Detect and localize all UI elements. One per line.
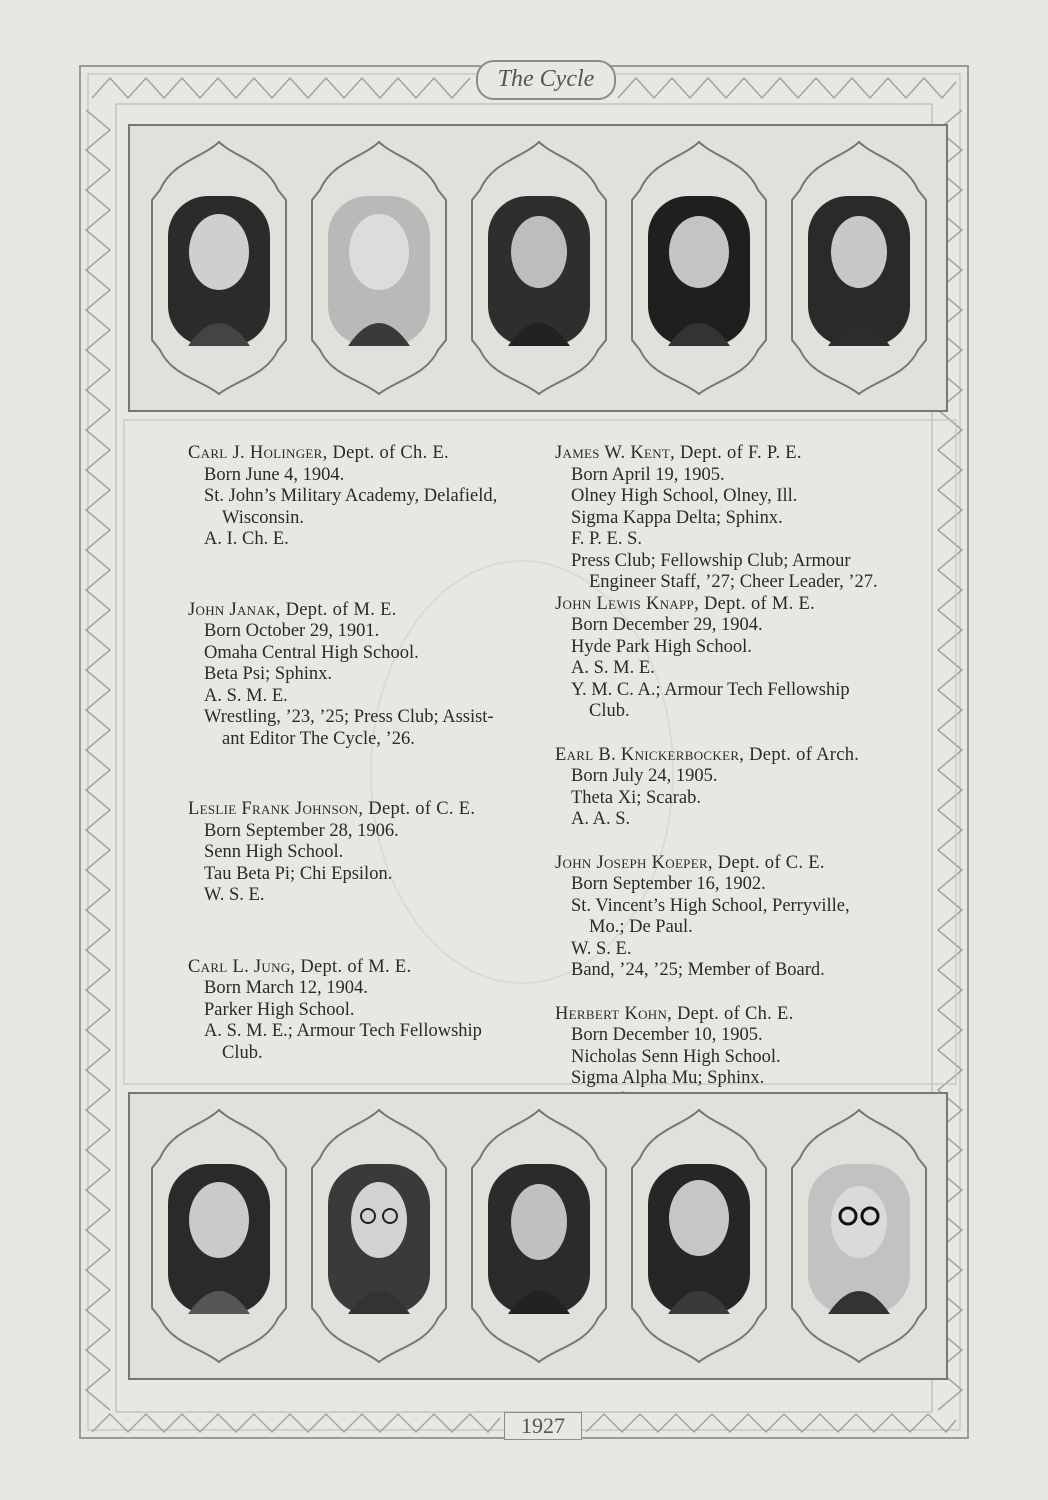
bio-name-line <box>555 443 907 465</box>
bio-name-line <box>555 594 907 616</box>
bio-name-line <box>555 745 907 767</box>
bio-name-line <box>188 957 538 979</box>
bio-entry <box>188 957 538 1065</box>
bio-line: Born September 16, 1902. <box>571 874 766 894</box>
portrait-photo <box>466 1108 612 1364</box>
bio-line: A. S. M. E. <box>204 685 288 706</box>
bio-line: Press Club; Fellowship Club; Armour <box>571 550 851 571</box>
bio-entry <box>555 443 907 594</box>
bio-line-continuation: Engineer Staff, ’27; Cheer Leader, ’27. <box>589 572 878 592</box>
bio-line: Tau Beta Pi; Chi Epsilon. <box>204 863 393 884</box>
bio-line: A. S. M. E.; Armour Tech Fellowship <box>204 1021 482 1041</box>
portrait-photo <box>146 1108 292 1364</box>
bio-line: Wrestling, ’23, ’25; Press Club; Assist- <box>204 707 494 727</box>
portrait-photo <box>786 1108 932 1364</box>
bio-name-line <box>555 1004 907 1026</box>
bio-name: Carl J. Holinger, <box>188 443 328 463</box>
portrait-photo <box>466 140 612 396</box>
bio-name-line <box>188 443 538 465</box>
bio-name-line <box>188 799 538 821</box>
bio-line-continuation: Wisconsin. <box>222 507 304 528</box>
bio-name: John Lewis Knapp, <box>555 593 700 614</box>
portrait-photo <box>306 140 452 396</box>
bio-department: Dept. of M. E. <box>699 593 816 614</box>
bio-entry <box>188 799 538 907</box>
bio-name: John Joseph Koeper, <box>555 852 713 873</box>
bio-line: Born September 28, 1906. <box>204 820 399 841</box>
bio-line: Born July 24, 1905. <box>571 766 718 786</box>
bio-line: Parker High School. <box>204 999 355 1020</box>
bio-department: Dept. of M. E. <box>295 956 412 977</box>
bio-line: St. Vincent’s High School, Perryville, <box>571 895 850 916</box>
bio-line: Born March 12, 1904. <box>204 978 368 998</box>
bio-department: Dept. of F. P. E. <box>675 443 802 463</box>
bio-line: Senn High School. <box>204 842 344 862</box>
bio-line: Born April 19, 1905. <box>571 464 725 485</box>
footer-year: 1927 <box>504 1412 582 1440</box>
bio-name: Carl L. Jung, <box>188 956 296 977</box>
bio-line: F. P. E. S. <box>571 529 643 549</box>
right-column <box>555 443 907 1197</box>
bio-entry <box>188 443 538 551</box>
bio-department: Dept. of Ch. E. <box>672 1003 794 1024</box>
bio-department: Dept. of M. E. <box>280 599 397 620</box>
bio-entry <box>555 853 907 982</box>
bio-department: Dept. of C. E. <box>363 799 476 819</box>
bio-line: A. I. Ch. E. <box>204 529 289 549</box>
bio-name-line <box>555 853 907 875</box>
bio-name: Leslie Frank Johnson, <box>188 799 364 819</box>
bio-line: W. S. E. <box>204 885 265 905</box>
bio-name: Earl B. Knickerbocker, <box>555 744 745 765</box>
bio-line: A. S. M. E. <box>571 658 655 678</box>
bio-line-continuation: Club. <box>589 701 630 721</box>
bio-line: Beta Psi; Sphinx. <box>204 664 332 684</box>
bio-line: Olney High School, Olney, Ill. <box>571 486 798 506</box>
bio-line: Theta Xi; Scarab. <box>571 787 701 808</box>
photo-panel-bottom <box>128 1092 948 1380</box>
bio-department: Dept. of C. E. <box>712 852 825 873</box>
portrait-photo <box>626 1108 772 1364</box>
photo-panel-top <box>128 124 948 412</box>
header-title: The Cycle <box>476 60 616 100</box>
portrait-photo <box>626 140 772 396</box>
bio-entry <box>555 745 907 831</box>
bio-line-continuation: ant Editor The Cycle, ’26. <box>222 728 415 749</box>
bio-line: St. John’s Military Academy, Delafield, <box>204 486 498 506</box>
bio-line-continuation: Club. <box>222 1042 263 1063</box>
bio-line: A. A. S. <box>571 809 631 829</box>
bio-department: Dept. of Arch. <box>744 744 860 765</box>
bio-line-continuation: Mo.; De Paul. <box>589 917 693 937</box>
bio-entry <box>555 594 907 723</box>
bio-line: Hyde Park High School. <box>571 636 752 657</box>
bio-name-line <box>188 600 538 622</box>
bio-line: W. S. E. <box>571 938 632 959</box>
bio-line: Omaha Central High School. <box>204 642 419 663</box>
bio-line: Band, ’24, ’25; Member of Board. <box>571 960 825 980</box>
portrait-photo <box>786 140 932 396</box>
bio-department: Dept. of Ch. E. <box>327 443 449 463</box>
bio-line: Y. M. C. A.; Armour Tech Fellowship <box>571 679 850 700</box>
bio-name: Herbert Kohn, <box>555 1003 673 1024</box>
bio-name: James W. Kent, <box>555 443 676 463</box>
bio-line: Sigma Alpha Mu; Sphinx. <box>571 1068 765 1088</box>
bio-entry <box>188 600 538 751</box>
portrait-photo <box>306 1108 452 1364</box>
bio-line: Sigma Kappa Delta; Sphinx. <box>571 507 783 528</box>
bio-name: John Janak, <box>188 599 281 620</box>
bio-line: Born June 4, 1904. <box>204 464 345 485</box>
portrait-photo <box>146 140 292 396</box>
bio-line: Born December 10, 1905. <box>571 1025 763 1045</box>
bio-line: Born December 29, 1904. <box>571 615 763 635</box>
bio-line: Nicholas Senn High School. <box>571 1046 781 1067</box>
bio-line: Born October 29, 1901. <box>204 621 380 641</box>
